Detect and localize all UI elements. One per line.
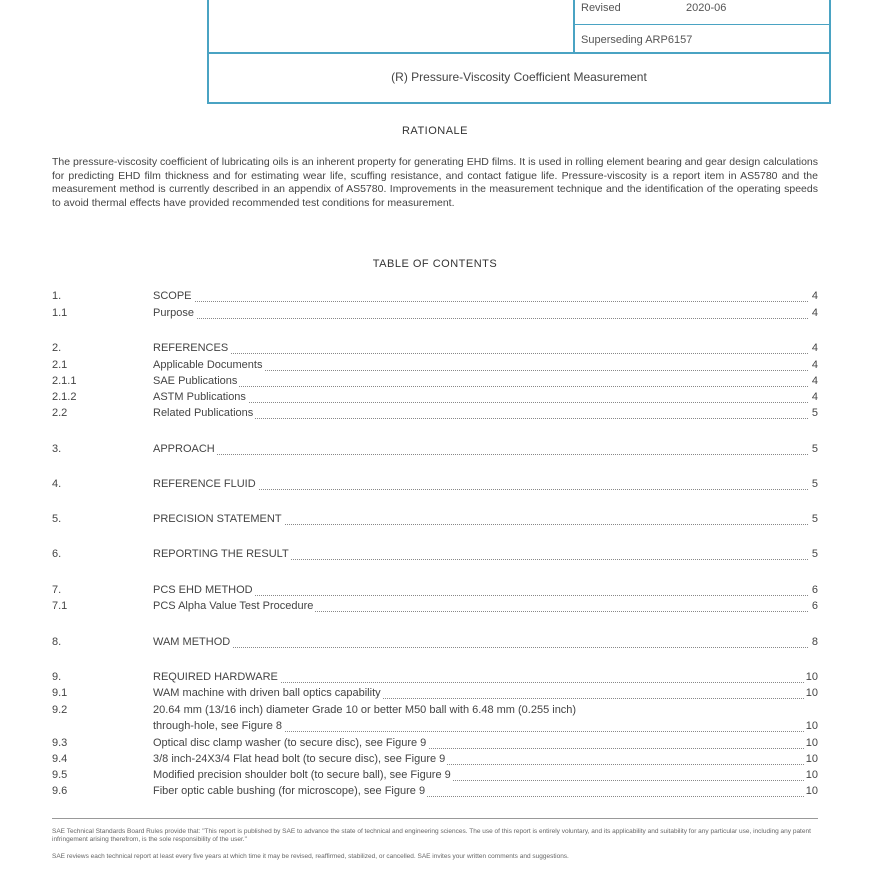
toc-entry-number: 9. <box>52 671 62 683</box>
toc-entry-title: ASTM Publications <box>153 391 246 403</box>
toc-entry-number: 2. <box>52 342 62 354</box>
toc-entry[interactable] <box>52 548 818 563</box>
toc-entry-number: 2.1.2 <box>52 391 77 403</box>
toc-entry-title: Modified precision shoulder bolt (to secure ball), see Figure 9 <box>153 769 451 781</box>
toc-entry-number: 9.5 <box>52 769 68 781</box>
toc-entry-page: 8 <box>811 636 818 648</box>
document-header-box <box>207 0 831 104</box>
toc-entry-title: Fiber optic cable bushing (for microscope), see Figure 9 <box>153 785 426 797</box>
toc-entry-page: 4 <box>811 359 818 371</box>
toc-leader <box>153 454 808 455</box>
toc-entry-title: SCOPE <box>153 290 192 302</box>
revised-label: Revised <box>581 2 621 14</box>
toc-entry[interactable] <box>52 671 818 686</box>
footer-review-text: SAE reviews each technical report at least every five years at which time it may be revised, reaffirmed, stabilized, or cancelled. SAE invites your written comments and suggestions. <box>52 853 569 860</box>
toc-entry-number: 2.2 <box>52 407 68 419</box>
footer-rules-text: SAE Technical Standards Board Rules provide that: "This report is published by SAE to advance the state of technical and engineering sciences. The use of this report is entirely voluntary, and its applicability and suitability for any particular use, including any patent infringement arising therefrom, is the sole responsibility of the user." <box>52 828 811 843</box>
toc-entry[interactable] <box>52 478 818 493</box>
toc-entry-title: REQUIRED HARDWARE <box>153 671 278 683</box>
toc-leader <box>153 402 808 403</box>
toc-entry[interactable] <box>52 513 818 528</box>
toc-entry[interactable] <box>52 785 818 800</box>
toc-entry-title: WAM machine with driven ball optics capability <box>153 687 381 699</box>
toc-entry-title: Related Publications <box>153 407 254 419</box>
toc-entry[interactable] <box>52 290 818 305</box>
toc-entry[interactable] <box>52 737 818 752</box>
toc-entry-page: 10 <box>805 785 818 797</box>
footer-divider <box>52 818 818 819</box>
toc-entry-page: 4 <box>811 307 818 319</box>
toc-entry-page: 5 <box>811 548 818 560</box>
toc-entry-page: 6 <box>811 600 818 612</box>
toc-entry-number: 9.3 <box>52 737 68 749</box>
toc-entry-number: 1.1 <box>52 307 68 319</box>
toc-entry[interactable] <box>52 359 818 374</box>
toc-entry-page: 10 <box>805 753 818 765</box>
toc-entry-title: PCS EHD METHOD <box>153 584 253 596</box>
toc-entry-title: Applicable Documents <box>153 359 263 371</box>
toc-entry-page: 5 <box>811 513 818 525</box>
toc-entry-number: 2.1 <box>52 359 68 371</box>
toc-entry-number: 1. <box>52 290 62 302</box>
toc-leader <box>153 353 808 354</box>
revised-date: 2020-06 <box>686 2 727 14</box>
toc-entry[interactable] <box>52 407 818 422</box>
toc-entry[interactable] <box>52 307 818 322</box>
toc-entry[interactable] <box>52 600 818 615</box>
toc-entry-title: through-hole, see Figure 8 <box>153 720 283 732</box>
rationale-text: The pressure-viscosity coefficient of lubricating oils is an inherent property for generating EHD films. It is used in rolling element bearing and gear design calculations for predicting EHD film thickness and for estimating wear life, scuffing resistance, and contact fatigue life. Pressure-viscosity is a report item in AS5780 and the measurement method is currently described in an appendix of AS5780. Improvements in the measurement technique and the identification of the operating speeds to avoid thermal effects have provided recommended test conditions for measurement. <box>52 156 818 210</box>
toc-entry-number: 8. <box>52 636 62 648</box>
toc-entry-page: 4 <box>811 375 818 387</box>
toc-entry-number: 2.1.1 <box>52 375 77 387</box>
toc-leader <box>153 386 808 387</box>
toc-entry-title: REFERENCES <box>153 342 229 354</box>
toc-entry-page: 10 <box>805 687 818 699</box>
rationale-heading: RATIONALE <box>401 125 469 137</box>
toc-leader <box>153 301 808 302</box>
toc-entry[interactable] <box>52 584 818 599</box>
toc-entry-number: 9.2 <box>52 704 68 716</box>
toc-leader <box>153 318 808 319</box>
toc-entry-page: 4 <box>811 342 818 354</box>
toc-entry-page: 4 <box>811 391 818 403</box>
toc-entry-title: REFERENCE FLUID <box>153 478 256 490</box>
toc-entry-title: Purpose <box>153 307 194 319</box>
toc-entry-title: PCS Alpha Value Test Procedure <box>153 600 314 612</box>
toc-entry-number: 9.4 <box>52 753 68 765</box>
toc-entry[interactable] <box>52 704 818 735</box>
toc-entry[interactable] <box>52 687 818 702</box>
toc-entry-page: 10 <box>805 720 818 732</box>
header-divider-vertical <box>573 0 575 54</box>
toc-entry[interactable] <box>52 342 818 357</box>
toc-entry-number: 9.1 <box>52 687 68 699</box>
document-title: (R) Pressure-Viscosity Coefficient Measurement <box>391 70 647 84</box>
toc-entry[interactable] <box>52 753 818 768</box>
toc-entry[interactable] <box>52 636 818 651</box>
toc-entry[interactable] <box>52 443 818 458</box>
toc-entry-page: 10 <box>805 737 818 749</box>
header-divider-horizontal <box>209 52 829 54</box>
toc-entry-title: WAM METHOD <box>153 636 231 648</box>
toc-entry-page: 4 <box>811 290 818 302</box>
toc-heading: TABLE OF CONTENTS <box>372 258 498 270</box>
toc-entry-title: 3/8 inch-24X3/4 Flat head bolt (to secure disc), see Figure 9 <box>153 753 446 765</box>
toc-entry[interactable] <box>52 375 818 390</box>
toc-entry-page: 6 <box>811 584 818 596</box>
header-divider-inner <box>573 24 831 25</box>
toc-entry-title: PRECISION STATEMENT <box>153 513 282 525</box>
toc-entry-number: 9.6 <box>52 785 68 797</box>
superseding-note: Superseding ARP6157 <box>581 34 693 46</box>
toc-entry-title-line1: 20.64 mm (13/16 inch) diameter Grade 10 or better M50 ball with 6.48 mm (0.255 inch) <box>153 704 577 716</box>
toc-entry-page: 5 <box>811 407 818 419</box>
toc-entry-title: APPROACH <box>153 443 215 455</box>
toc-entry-number: 6. <box>52 548 62 560</box>
toc-entry-number: 7.1 <box>52 600 68 612</box>
toc-entry-page: 10 <box>805 671 818 683</box>
toc-entry-number: 7. <box>52 584 62 596</box>
toc-entry-page: 10 <box>805 769 818 781</box>
toc-entry-number: 4. <box>52 478 62 490</box>
toc-entry-number: 5. <box>52 513 62 525</box>
toc-entry-title: Optical disc clamp washer (to secure disc), see Figure 9 <box>153 737 427 749</box>
toc-entry-title: REPORTING THE RESULT <box>153 548 289 560</box>
toc-entry-title: SAE Publications <box>153 375 238 387</box>
toc-entry-number: 3. <box>52 443 62 455</box>
toc-entry-page: 5 <box>811 443 818 455</box>
toc-entry[interactable] <box>52 769 818 784</box>
toc-leader <box>153 647 808 648</box>
toc-entry[interactable] <box>52 391 818 406</box>
toc-entry-page: 5 <box>811 478 818 490</box>
